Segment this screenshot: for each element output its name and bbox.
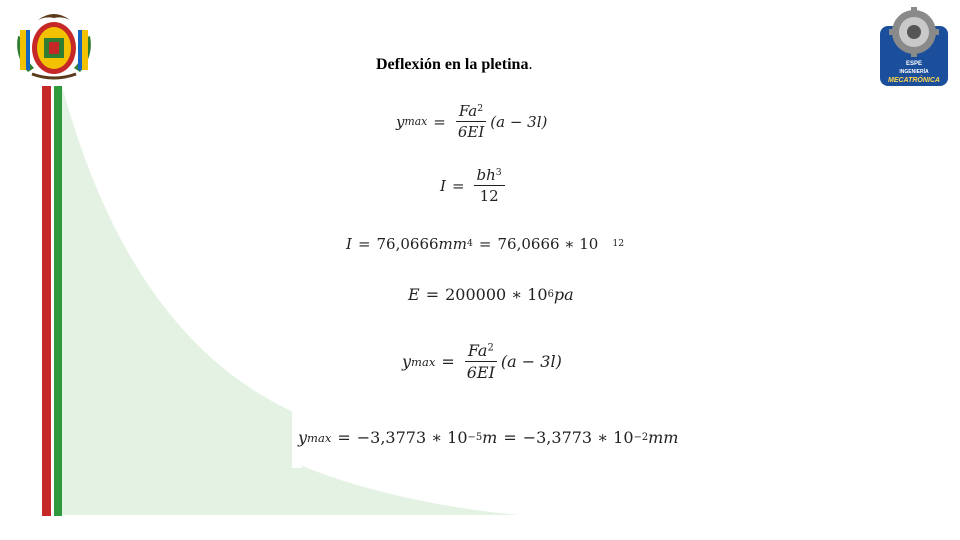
green-stripe: [54, 86, 62, 516]
eq2-num: bh: [476, 166, 496, 184]
eq1-num-sup: 2: [477, 102, 484, 114]
eq5-lhs-sub: max: [411, 354, 436, 369]
eq5-den: 6EI: [466, 363, 495, 382]
eq6-value-1: −3,3773 ∗ 10: [356, 428, 468, 447]
eq4-lhs: E: [408, 285, 420, 304]
equation-deflection-formula-repeat: [402, 341, 562, 382]
eq3-value-1: 76,0666: [376, 235, 439, 253]
eq2-equals: =: [451, 176, 465, 195]
eq2-fraction: [474, 166, 505, 205]
eq1-den: 6EI: [457, 123, 485, 141]
eq1-fraction: [455, 102, 487, 141]
eq4-equals: =: [425, 285, 440, 304]
slide-title-text: Deflexión en la pletina: [376, 56, 529, 73]
eq3-value-2: 76,0666 ∗ 10: [497, 235, 599, 253]
equation-elastic-modulus: E = 200000 ∗ 10 6 pa: [408, 285, 574, 304]
eq2-num-sup: 3: [495, 166, 502, 178]
eq5-lhs-var: y: [402, 352, 412, 371]
eq2-lhs: I: [440, 176, 446, 195]
eq3-unit-1: mm: [438, 235, 467, 253]
slide-title: [376, 56, 532, 74]
eq5-equals: =: [441, 352, 455, 371]
eq3-equals-1: =: [357, 235, 371, 253]
eq6-equals-2: =: [503, 428, 517, 447]
equation-inertia-value: I = 76,0666 mm 4 = 76,0666 ∗ 10 12: [346, 235, 625, 253]
eq6-unit-2: mm: [648, 428, 679, 447]
eq4-unit: pa: [553, 285, 574, 304]
eq5-tail: (a − 3l): [500, 352, 562, 371]
eq1-tail: (a − 3l): [490, 112, 548, 131]
eq5-num-sup: 2: [487, 342, 494, 354]
eq6-lhs-sub: max: [307, 430, 332, 445]
eq3-lhs: I: [346, 235, 352, 253]
eq1-lhs-var: y: [396, 112, 405, 131]
logo-text-line2: INGENIERÍA: [899, 69, 929, 75]
slide-title-period: .: [528, 56, 533, 73]
red-stripe: [42, 86, 51, 516]
coat-of-arms-icon: [8, 6, 100, 86]
eq6-unit-1: m: [482, 428, 498, 447]
eq1-equals: =: [433, 112, 446, 131]
logo-text-line3: MECATRÓNICA: [888, 77, 940, 84]
equation-deflection-result: y max = −3,3773 ∗ 10 −5 m = −3,3773 ∗ 10 −2 mm: [298, 428, 679, 447]
equation-deflection-formula: [396, 102, 547, 141]
eq6-value-2: −3,3773 ∗ 10: [522, 428, 634, 447]
eq1-num: Fa: [458, 102, 478, 120]
logo-text-line1: ESPE: [905, 61, 923, 67]
espe-mecatronica-logo: [878, 4, 950, 92]
eq2-den: 12: [479, 187, 499, 205]
eq4-value: 200000 ∗ 10: [445, 285, 548, 304]
eq5-num: Fa: [467, 341, 488, 360]
eq3-equals-2: =: [478, 235, 492, 253]
eq6-equals-1: =: [337, 428, 351, 447]
equation-inertia-formula: [440, 166, 508, 205]
eq6-lhs-var: y: [298, 428, 308, 447]
eq1-lhs-sub: max: [404, 114, 428, 128]
eq5-fraction: [464, 341, 498, 382]
